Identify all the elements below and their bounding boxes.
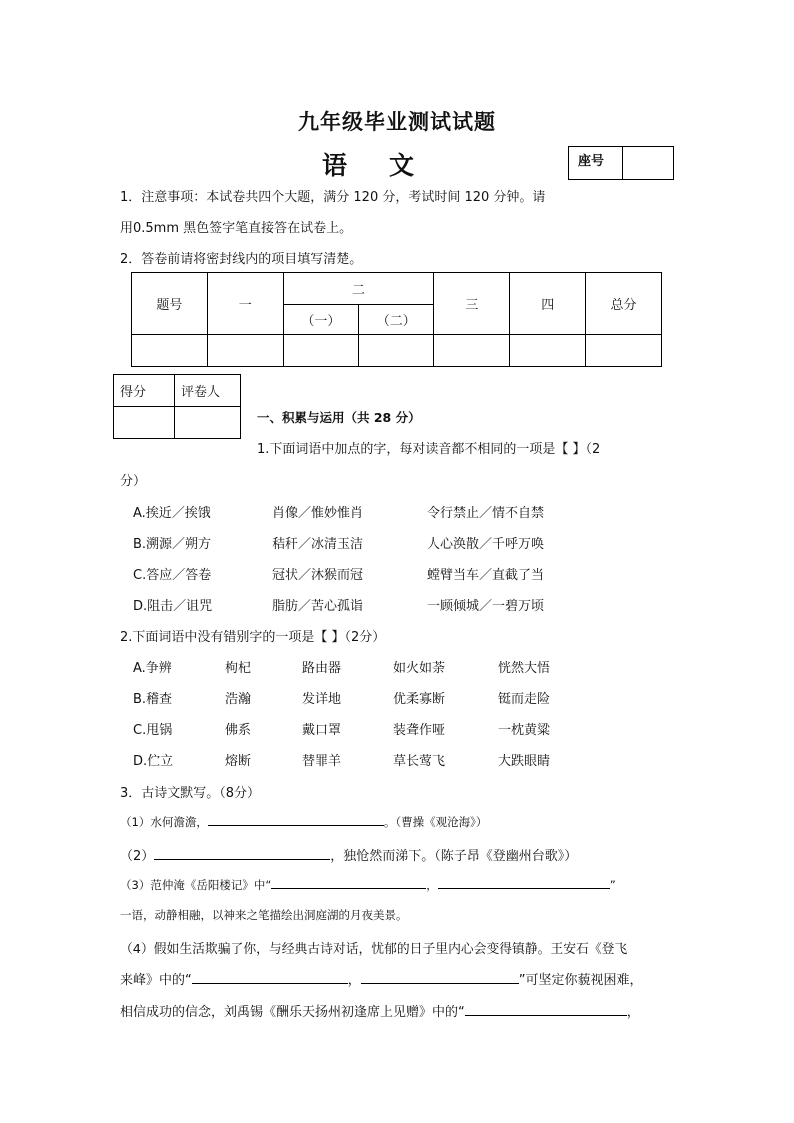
q3-3-prefix: （3）范仲淹《岳阳楼记》中“ [120, 878, 272, 892]
question-3-line: 3．古诗文默写。（8分） [120, 786, 261, 801]
score-cell-er-2[interactable] [359, 335, 434, 367]
question-3-4-line-2 [120, 969, 643, 988]
q3-1-suffix: 。（曹操《观沧海》） [383, 815, 488, 829]
q1-option-c-2: 冠状／沐猴而冠 [272, 568, 364, 583]
score-cell-si[interactable] [510, 335, 586, 367]
q1-option-d-1: D.阻击／诅咒 [133, 599, 213, 614]
q3-2-suffix: ，独怆然而涕下。（陈子昂《登幽州台歌》） [330, 849, 578, 864]
score-header-san: 三 [434, 273, 510, 335]
q1-option-b-1: B.溯源／朔方 [133, 537, 212, 552]
q2-option-d-4: 草长莺飞 [393, 754, 446, 769]
subject-char-1: 语 [322, 151, 350, 180]
q3-3-suffix: ” [609, 878, 616, 892]
q2-option-c-2: 佛系 [225, 723, 252, 738]
question-1-line-2: 分） [120, 474, 147, 489]
score-cell-san[interactable] [434, 335, 510, 367]
q2-option-a-5: 恍然大悟 [498, 661, 551, 676]
q2-option-a-1: A.争辨 [133, 661, 172, 676]
grader-table [113, 374, 241, 439]
q3-1-prefix: （1）水何澹澹， [120, 815, 208, 829]
q3-4-answer-blank-2[interactable] [361, 971, 519, 984]
question-3-4-line-1: （4）假如生活欺骗了你，与经典古诗对话，忧郁的日子里内心会变得镇静。王安石《登飞 [120, 942, 628, 957]
question-3-3 [120, 876, 616, 893]
question-3-3-line-2: 一语，动静相融，以神来之笔描绘出洞庭湖的月夜美景。 [120, 908, 408, 922]
grader-name-field[interactable] [175, 407, 241, 439]
q3-3-comma: ， [426, 878, 438, 892]
q2-option-d-5: 大跌眼睛 [498, 754, 551, 769]
score-cell-er-1[interactable] [283, 335, 358, 367]
q3-4-answer-blank-3[interactable] [465, 1003, 627, 1016]
q2-option-b-5: 铤而走险 [498, 692, 551, 707]
q2-option-b-4: 优柔寡断 [393, 692, 446, 707]
subject-char-2: 文 [389, 151, 417, 180]
q1-option-c-1: C.答应／答卷 [133, 568, 212, 583]
section-heading: 一、积累与运用（共 28 分） [257, 410, 421, 425]
score-header-tihao: 题号 [132, 273, 208, 335]
q2-option-a-2: 枸杞 [225, 661, 252, 676]
q3-3-answer-blank-2[interactable] [438, 876, 610, 889]
q2-option-c-4: 装聋作哑 [393, 723, 446, 738]
q1-option-d-3: 一顾倾城／一碧万顷 [427, 599, 545, 614]
q2-option-c-1: C.甩锅 [133, 723, 173, 738]
q3-4-answer-blank-1[interactable] [192, 971, 348, 984]
q2-option-a-4: 如火如荼 [393, 661, 446, 676]
score-cell-yi[interactable] [207, 335, 283, 367]
q2-option-b-1: B.稽查 [133, 692, 173, 707]
q2-option-d-1: D.伫立 [133, 754, 174, 769]
question-2-line: 2.下面词语中没有错别字的一项是【 】（2分） [120, 630, 386, 645]
q1-option-a-1: A.挨近／挨饿 [133, 506, 211, 521]
score-header-zongfen: 总分 [586, 273, 662, 335]
q2-option-b-2: 浩瀚 [225, 692, 252, 707]
q1-option-d-2: 脂肪／苦心孤诣 [272, 599, 364, 614]
instruction-line-1: 1．注意事项：本试卷共四个大题，满分 120 分，考试时间 120 分钟。请 [120, 190, 546, 205]
score-header-si: 四 [510, 273, 586, 335]
q3-4-prefix: 来峰》中的“ [120, 973, 192, 988]
seat-number-label: 座号 [569, 147, 623, 179]
question-3-4-line-3 [120, 1001, 640, 1020]
score-table [131, 272, 662, 367]
q1-option-a-2: 肖像／惟妙惟肖 [272, 506, 364, 521]
q1-option-a-3: 令行禁止／情不自禁 [427, 506, 545, 521]
q3-1-answer-blank[interactable] [208, 813, 384, 826]
score-header-yi: 一 [207, 273, 283, 335]
q3-4-line3-suffix: ， [626, 1005, 640, 1020]
score-cell-tihao[interactable] [132, 335, 208, 367]
seat-number-box [568, 146, 674, 180]
seat-number-field[interactable] [623, 147, 673, 179]
subject-title [322, 146, 416, 182]
q3-3-answer-blank-1[interactable] [271, 876, 426, 889]
question-3-2 [120, 845, 577, 864]
grader-score-label: 得分 [114, 375, 175, 407]
instruction-line-3: 2．答卷前请将密封线内的项目填写清楚。 [120, 252, 363, 267]
q3-4-line3-prefix: 相信成功的信念，刘禹锡《酬乐天扬州初逢席上见赠》中的“ [120, 1005, 465, 1020]
q2-option-b-3: 发详地 [302, 692, 342, 707]
q3-2-prefix: （2） [120, 849, 155, 864]
score-cell-zongfen[interactable] [586, 335, 662, 367]
q1-option-c-3: 螳臂当车／直截了当 [427, 568, 545, 583]
page-title: 九年级毕业测试试题 [298, 109, 496, 134]
q1-option-b-2: 秸秆／冰清玉洁 [272, 537, 364, 552]
score-header-er-1: （一） [283, 305, 358, 335]
q3-4-comma: ， [347, 973, 361, 988]
grader-score-field[interactable] [114, 407, 175, 439]
instruction-line-2: 用0.5mm 黑色签字笔直接答在试卷上。 [120, 221, 353, 236]
q3-4-suffix: ”可坚定你藐视困难， [518, 973, 643, 988]
q1-option-b-3: 人心涣散／千呼万唤 [427, 537, 545, 552]
grader-name-label: 评卷人 [175, 375, 241, 407]
score-header-er: 二 [283, 273, 434, 305]
q2-option-c-5: 一枕黄粱 [498, 723, 551, 738]
q2-option-d-3: 替罪羊 [302, 754, 342, 769]
question-3-1 [120, 813, 487, 830]
question-1-line-1: 1.下面词语中加点的字，每对读音都不相同的一项是【 】（2 [257, 442, 601, 457]
q2-option-a-3: 路由器 [302, 661, 342, 676]
q2-option-c-3: 戴口罩 [302, 723, 342, 738]
q3-2-answer-blank[interactable] [154, 847, 330, 860]
score-header-er-2: （二） [359, 305, 434, 335]
q2-option-d-2: 熔断 [225, 754, 252, 769]
